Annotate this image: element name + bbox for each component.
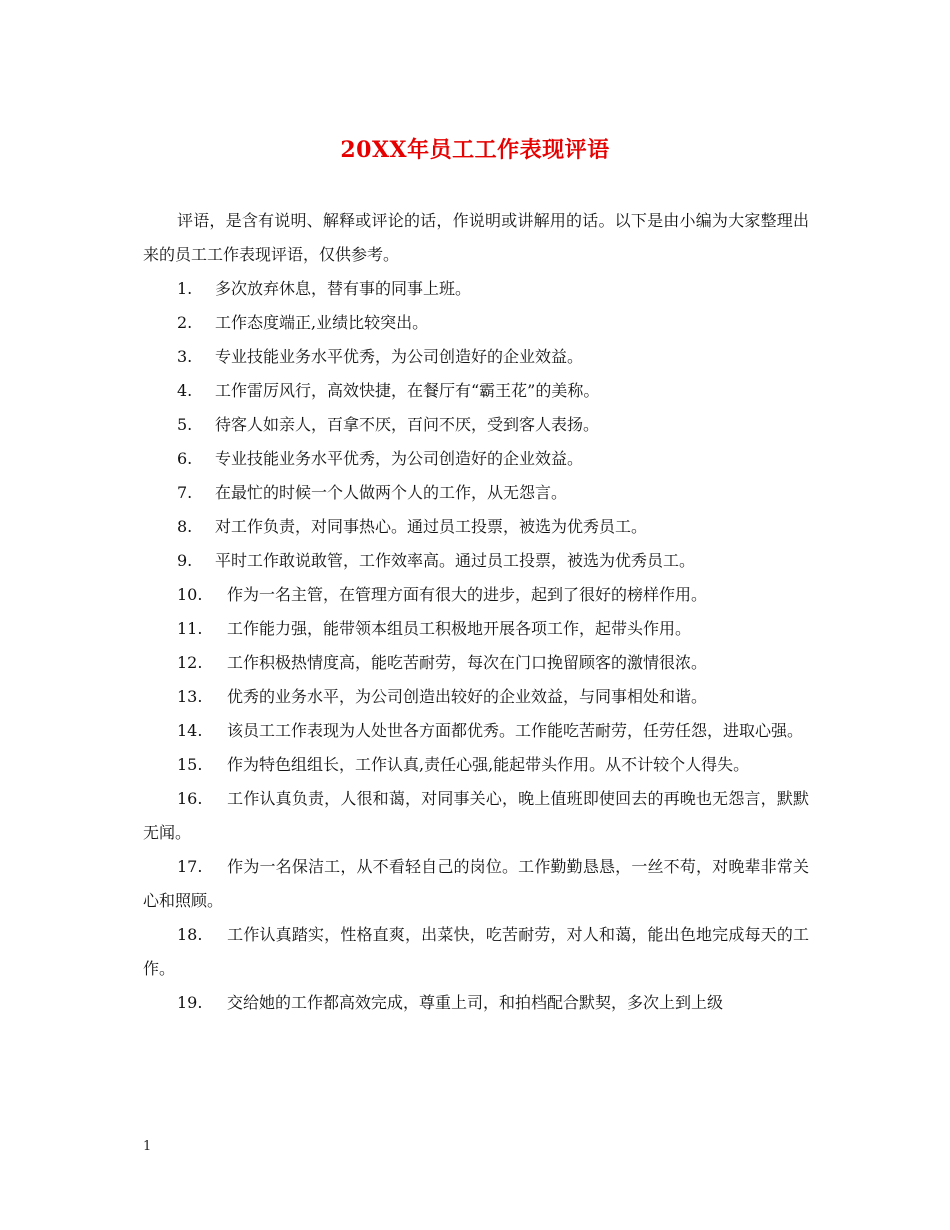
intro-paragraph: 评语，是含有说明、解释或评论的话，作说明或讲解用的话。以下是由小编为大家整理出来的员工工作表现评语，仅供参考。	[143, 211, 809, 264]
list-item-number: 19.	[177, 993, 203, 1012]
document-title: 20XX年员工工作表现评语	[340, 137, 610, 163]
list-item	[143, 986, 809, 1020]
list-item-number: 6.	[177, 449, 193, 468]
list-item-number: 7.	[177, 483, 193, 502]
list-item-text: 工作态度端正,业绩比较突出。	[215, 313, 429, 332]
list-item	[143, 408, 809, 442]
list-item-text: 待客人如亲人，百拿不厌，百问不厌，受到客人表扬。	[215, 415, 600, 434]
list-item-text: 在最忙的时候一个人做两个人的工作，从无怨言。	[215, 483, 568, 502]
list-item-text: 工作认真踏实，性格直爽，出菜快，吃苦耐劳，对人和蔼，能出色地完成每天的工作。	[143, 925, 809, 978]
list-item-number: 4.	[177, 381, 193, 400]
list-item-text: 优秀的业务水平，为公司创造出较好的企业效益，与同事相处和谐。	[227, 687, 708, 706]
list-item-number: 15.	[177, 755, 203, 774]
list-item	[143, 306, 809, 340]
list-item	[143, 544, 809, 578]
list-item-number: 11.	[177, 619, 203, 638]
document-body	[143, 204, 809, 1020]
list-item-text: 多次放弃休息，替有事的同事上班。	[215, 279, 472, 298]
list-item-text: 对工作负责，对同事热心。通过员工投票，被选为优秀员工。	[215, 517, 648, 536]
list-item-text: 工作积极热情度高，能吃苦耐劳，每次在门口挽留顾客的激情很浓。	[227, 653, 708, 672]
list-item-number: 13.	[177, 687, 203, 706]
list-item	[143, 612, 809, 646]
list-item-text: 该员工工作表现为人处世各方面都优秀。工作能吃苦耐劳，任劳任怨，进取心强。	[227, 721, 804, 740]
list-item-text: 交给她的工作都高效完成，尊重上司，和拍档配合默契，多次上到上级	[227, 993, 724, 1012]
list-item	[143, 748, 809, 782]
page-number: 1	[143, 1139, 152, 1154]
list-item-text: 平时工作敢说敢管，工作效率高。通过员工投票，被选为优秀员工。	[215, 551, 696, 570]
list-item-number: 3.	[177, 347, 193, 366]
list-item	[143, 510, 809, 544]
list-item	[143, 578, 809, 612]
list-item-text: 工作雷厉风行，高效快捷，在餐厅有“霸王花”的美称。	[215, 381, 600, 400]
list-item-text: 专业技能业务水平优秀，为公司创造好的企业效益。	[215, 347, 584, 366]
list-item-text: 作为一名主管，在管理方面有很大的进步，起到了很好的榜样作用。	[227, 585, 708, 604]
list-item-number: 2.	[177, 313, 193, 332]
list-item-number: 8.	[177, 517, 193, 536]
list-item	[143, 714, 809, 748]
list-item-text: 作为特色组组长，工作认真,责任心强,能起带头作用。从不计较个人得失。	[227, 755, 750, 774]
list-item-number: 1.	[177, 279, 193, 298]
list-item-number: 9.	[177, 551, 193, 570]
list-item	[143, 272, 809, 306]
list-item	[143, 850, 809, 918]
list-item	[143, 374, 809, 408]
list-item-text: 专业技能业务水平优秀，为公司创造好的企业效益。	[215, 449, 584, 468]
list-item	[143, 918, 809, 986]
list-item	[143, 782, 809, 850]
list-item-number: 17.	[177, 857, 203, 876]
evaluation-list	[143, 272, 809, 1020]
list-item	[143, 442, 809, 476]
list-item-text: 作为一名保洁工，从不看轻自己的岗位。工作勤勤恳恳，一丝不苟，对晚辈非常关心和照顾。	[143, 857, 809, 910]
list-item	[143, 680, 809, 714]
list-item-number: 14.	[177, 721, 203, 740]
list-item-number: 10.	[177, 585, 203, 604]
list-item-text: 工作认真负责，人很和蔼，对同事关心，晚上值班即使回去的再晚也无怨言，默默无闻。	[143, 789, 809, 842]
list-item-number: 18.	[177, 925, 203, 944]
list-item	[143, 340, 809, 374]
list-item-text: 工作能力强，能带领本组员工积极地开展各项工作，起带头作用。	[227, 619, 692, 638]
list-item	[143, 476, 809, 510]
list-item-number: 12.	[177, 653, 203, 672]
list-item-number: 5.	[177, 415, 193, 434]
list-item-number: 16.	[177, 789, 203, 808]
list-item	[143, 646, 809, 680]
